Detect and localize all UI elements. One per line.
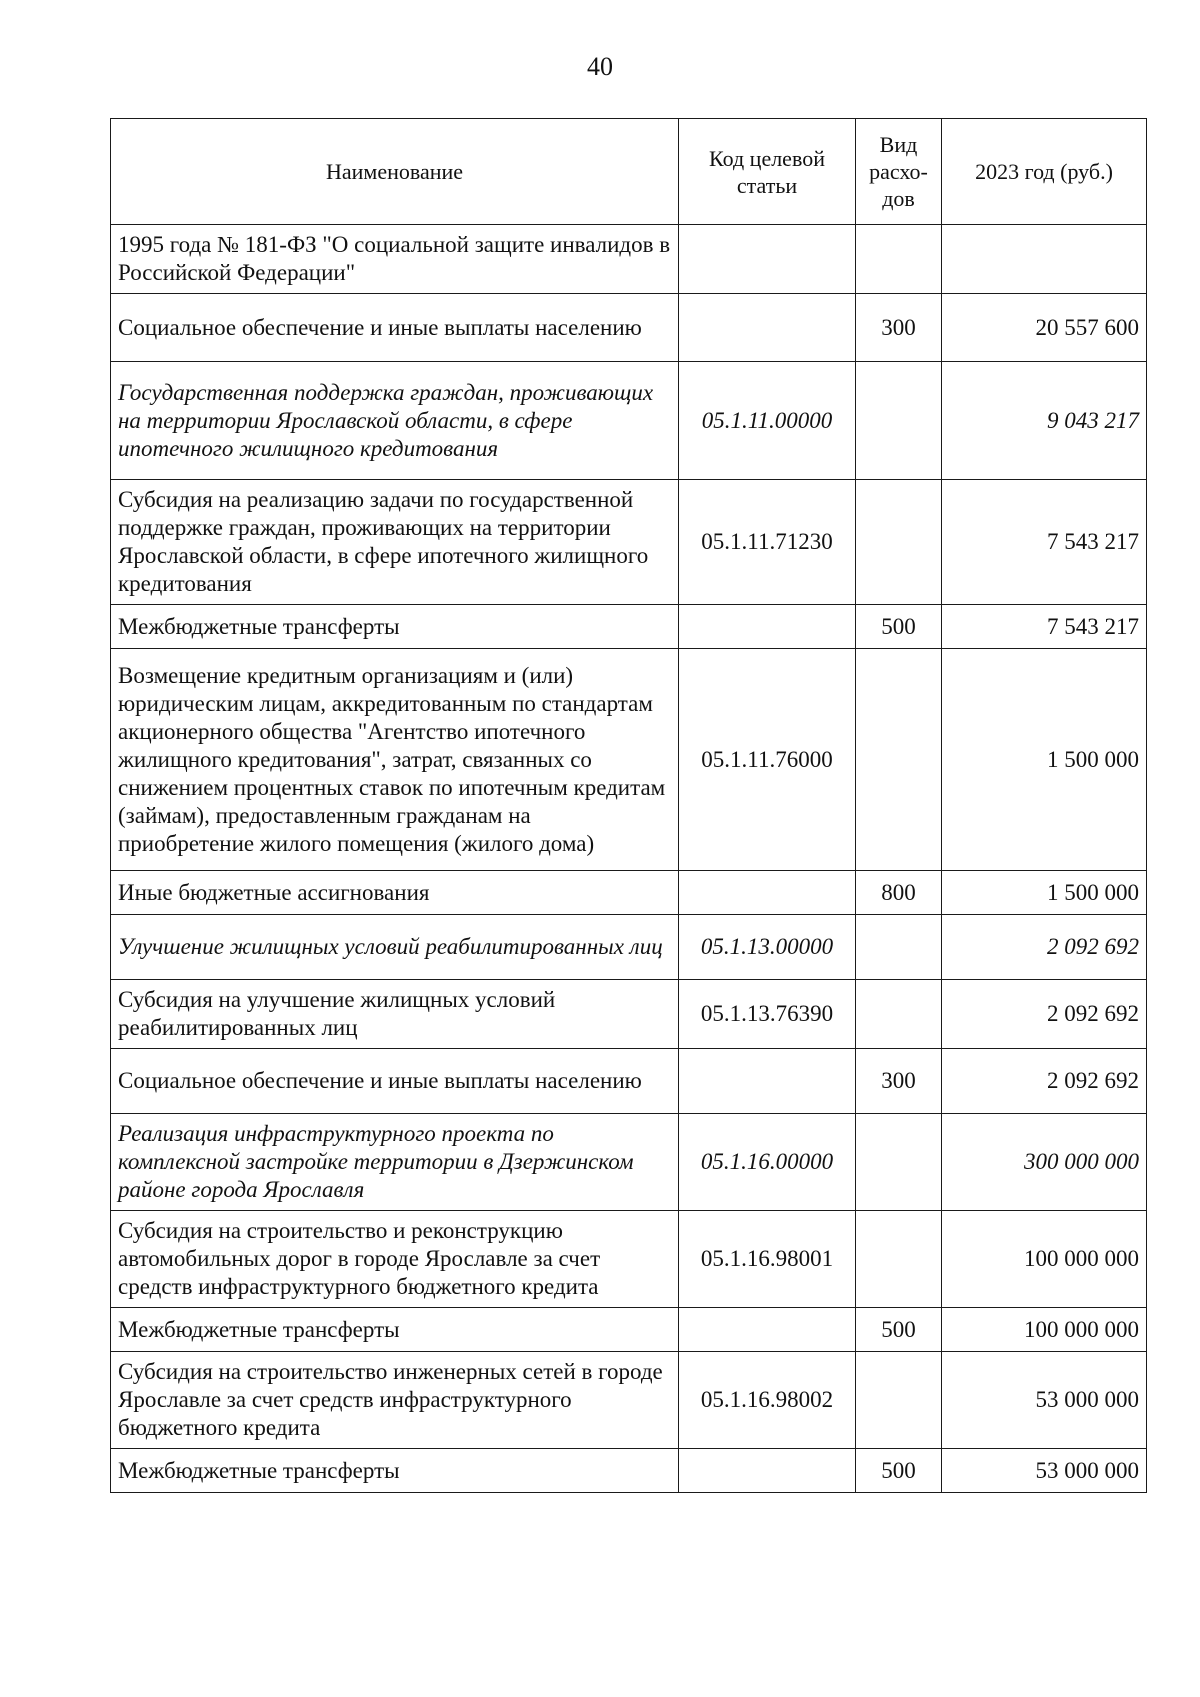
cell-kind (856, 1211, 942, 1308)
cell-sum: 7 543 217 (942, 480, 1147, 605)
table-row (111, 1211, 1147, 1308)
cell-kind (856, 980, 942, 1049)
cell-code: 05.1.11.00000 (679, 362, 856, 480)
table-row (111, 480, 1147, 605)
page-number: 40 (587, 52, 613, 81)
cell-code (679, 225, 856, 294)
cell-sum: 2 092 692 (942, 1049, 1147, 1114)
cell-code (679, 1049, 856, 1114)
cell-kind (856, 480, 942, 605)
table-row (111, 871, 1147, 915)
cell-sum (942, 225, 1147, 294)
cell-sum: 1 500 000 (942, 649, 1147, 871)
cell-sum: 100 000 000 (942, 1308, 1147, 1352)
table-row (111, 605, 1147, 649)
cell-kind (856, 1114, 942, 1211)
table-row (111, 980, 1147, 1049)
cell-name: Государственная поддержка граждан, проживающих на территории Ярославской области, в сфере ипотечного жилищного кредитования (111, 362, 679, 480)
cell-name: Межбюджетные трансферты (111, 1308, 679, 1352)
cell-name: Субсидия на улучшение жилищных условий реабилитированных лиц (111, 980, 679, 1049)
cell-name: Иные бюджетные ассигнования (111, 871, 679, 915)
cell-code: 05.1.11.76000 (679, 649, 856, 871)
table-row (111, 1114, 1147, 1211)
cell-name: 1995 года № 181-ФЗ "О социальной защите инвалидов в Российской Федерации" (111, 225, 679, 294)
table-row (111, 1049, 1147, 1114)
cell-code: 05.1.16.98002 (679, 1352, 856, 1449)
cell-code (679, 1308, 856, 1352)
table-header-row (111, 119, 1147, 225)
column-header-sum: 2023 год (руб.) (942, 119, 1147, 225)
cell-name: Субсидия на строительство инженерных сетей в городе Ярославле за счет средств инфраструктурного бюджетного кредита (111, 1352, 679, 1449)
cell-name: Социальное обеспечение и иные выплаты населению (111, 294, 679, 362)
cell-name: Межбюджетные трансферты (111, 605, 679, 649)
table-row (111, 294, 1147, 362)
table-row (111, 649, 1147, 871)
cell-sum: 2 092 692 (942, 980, 1147, 1049)
budget-table (110, 118, 1147, 1493)
cell-sum: 9 043 217 (942, 362, 1147, 480)
cell-name: Реализация инфраструктурного проекта по комплексной застройке территории в Дзержинском районе города Ярославля (111, 1114, 679, 1211)
table-row (111, 225, 1147, 294)
cell-name: Межбюджетные трансферты (111, 1449, 679, 1493)
cell-kind (856, 225, 942, 294)
table-body (111, 225, 1147, 1493)
cell-name: Улучшение жилищных условий реабилитированных лиц (111, 915, 679, 980)
cell-sum: 7 543 217 (942, 605, 1147, 649)
cell-kind (856, 362, 942, 480)
column-header-code: Код целевой статьи (679, 119, 856, 225)
cell-code (679, 1449, 856, 1493)
table-row (111, 1352, 1147, 1449)
cell-kind: 500 (856, 1308, 942, 1352)
cell-sum: 100 000 000 (942, 1211, 1147, 1308)
column-header-kind: Вид расхо-дов (856, 119, 942, 225)
cell-name: Субсидия на строительство и реконструкцию автомобильных дорог в городе Ярославле за счет средств инфраструктурного бюджетного кредита (111, 1211, 679, 1308)
cell-kind (856, 1352, 942, 1449)
column-header-name: Наименование (111, 119, 679, 225)
table-row (111, 915, 1147, 980)
cell-code: 05.1.16.98001 (679, 1211, 856, 1308)
table-row (111, 362, 1147, 480)
table-row (111, 1449, 1147, 1493)
cell-name: Социальное обеспечение и иные выплаты населению (111, 1049, 679, 1114)
cell-code (679, 871, 856, 915)
cell-name: Возмещение кредитным организациям и (или) юридическим лицам, аккредитованным по стандартам акционерного общества "Агентство ипотечного жилищного кредитования", затрат, связанных со снижением процентных ставок по ипотечным кредитам (займам), предоставленным гражданам на приобретение жилого помещения (жилого дома) (111, 649, 679, 871)
cell-kind: 500 (856, 605, 942, 649)
table-row (111, 1308, 1147, 1352)
cell-code: 05.1.13.00000 (679, 915, 856, 980)
cell-sum: 2 092 692 (942, 915, 1147, 980)
cell-kind: 500 (856, 1449, 942, 1493)
cell-sum: 1 500 000 (942, 871, 1147, 915)
cell-kind: 300 (856, 294, 942, 362)
cell-code: 05.1.11.71230 (679, 480, 856, 605)
cell-kind: 300 (856, 1049, 942, 1114)
cell-code: 05.1.16.00000 (679, 1114, 856, 1211)
cell-code: 05.1.13.76390 (679, 980, 856, 1049)
cell-sum: 300 000 000 (942, 1114, 1147, 1211)
cell-kind (856, 649, 942, 871)
cell-name: Субсидия на реализацию задачи по государственной поддержке граждан, проживающих на территории Ярославской области, в сфере ипотечного жилищного кредитования (111, 480, 679, 605)
cell-code (679, 294, 856, 362)
cell-kind: 800 (856, 871, 942, 915)
cell-sum: 53 000 000 (942, 1352, 1147, 1449)
cell-sum: 53 000 000 (942, 1449, 1147, 1493)
cell-sum: 20 557 600 (942, 294, 1147, 362)
cell-kind (856, 915, 942, 980)
cell-code (679, 605, 856, 649)
